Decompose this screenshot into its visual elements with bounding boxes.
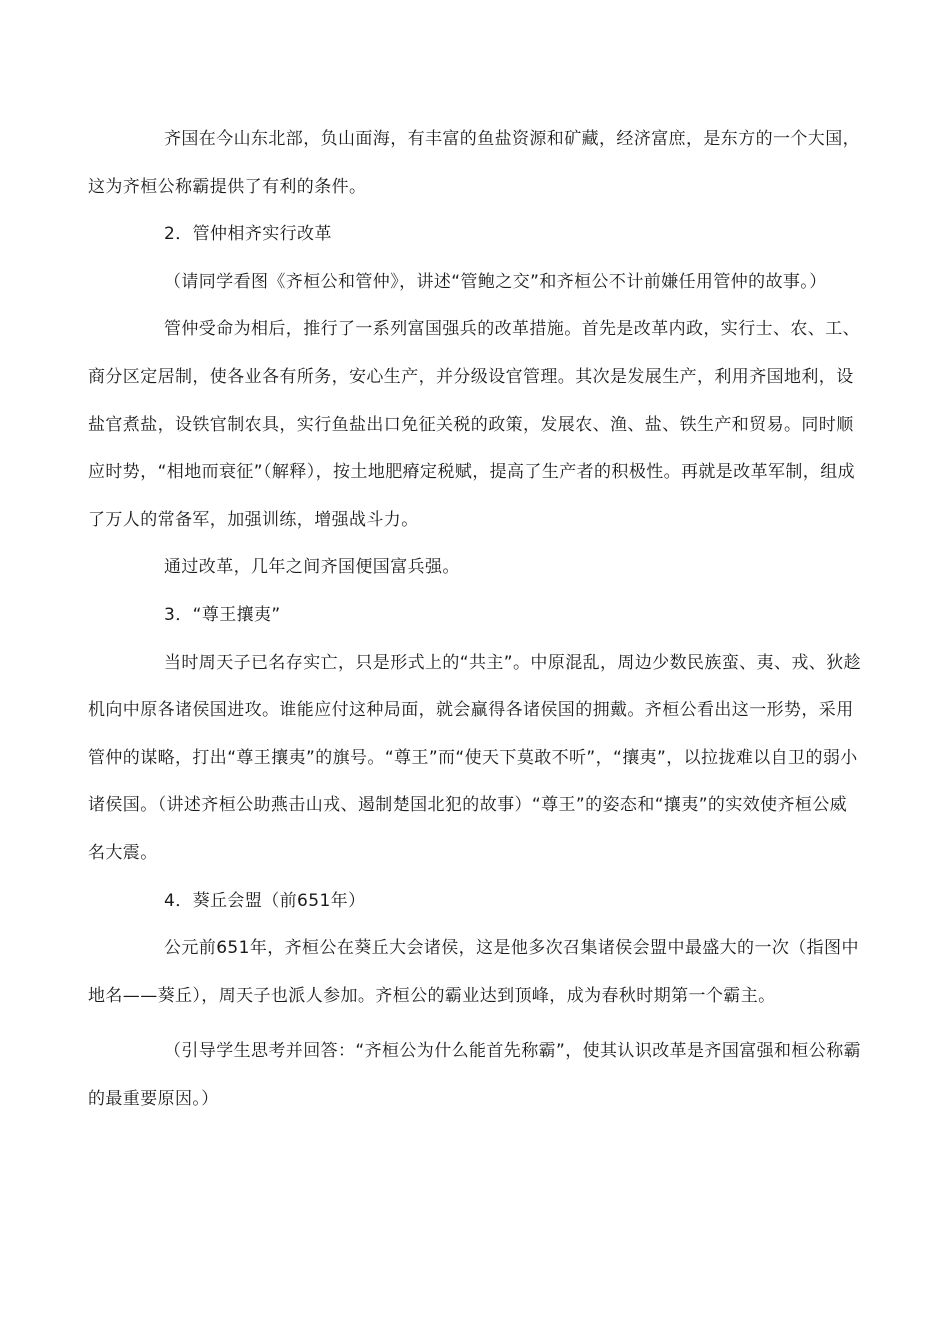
section-heading-guan-zhong-reform: 2．管仲相齐实行改革 <box>164 224 332 245</box>
paragraph-spacer <box>88 1020 864 1028</box>
teacher-note-question: （引导学生思考并回答：“齐桓公为什么能首先称霸”，使其认识改革是齐国富强和桓公称霸的最重要原因。） <box>88 1041 862 1109</box>
section-heading-zun-wang-rang-yi: 3．“尊王攘夷” <box>164 604 281 625</box>
document-body <box>88 116 864 1123</box>
section-heading-kuiqiu-alliance: 4．葵丘会盟（前651年） <box>164 890 366 911</box>
paragraph-zun-wang-rang-yi: 当时周天子已名存实亡，只是形式上的“共主”。中原混乱，周边少数民族蛮、夷、戎、狄趁机向中原各诸侯国进攻。谁能应付这种局面，就会赢得各诸侯国的拥戴。齐桓公看出这一形势，采用管仲的谋略，打出“尊王攘夷”的旗号。“尊王”而“使天下莫敢不听”，“攘夷”，以拉拢难以自卫的弱小诸侯国。（讲述齐桓公助燕击山戎、遏制楚国北犯的故事）“尊王”的姿态和“攘夷”的实效使齐桓公威名大震。 <box>88 652 862 863</box>
paragraph-reform-result: 通过改革，几年之间齐国便国富兵强。 <box>164 557 460 578</box>
paragraph-kuiqiu-alliance: 公元前651年，齐桓公在葵丘大会诸侯，这是他多次召集诸侯会盟中最盛大的一次（指图中地名——葵丘），周天子也派人参加。齐桓公的霸业达到顶峰，成为春秋时期第一个霸主。 <box>88 938 859 1006</box>
teacher-note-guan-bao: （请同学看图《齐桓公和管仲》，讲述“管鲍之交”和齐桓公不计前嫌任用管仲的故事。） <box>164 271 827 292</box>
paragraph-reform-measures: 管仲受命为相后，推行了一系列富国强兵的改革措施。首先是改革内政，实行士、农、工、商分区定居制，使各业各有所务，安心生产，并分级设官管理。其次是发展生产，利用齐国地利，设盐官煮盐，设铁官制农具，实行鱼盐出口免征关税的政策，发展农、渔、盐、铁生产和贸易。同时顺应时势，“相地而衰征”（解释），按土地肥瘠定税赋，提高了生产者的积极性。再就是改革军制，组成了万人的常备军，加强训练，增强战斗力。 <box>88 319 860 530</box>
paragraph-qi-geography: 齐国在今山东北部，负山面海，有丰富的鱼盐资源和矿藏，经济富庶，是东方的一个大国，这为齐桓公称霸提供了有利的条件。 <box>88 129 860 197</box>
